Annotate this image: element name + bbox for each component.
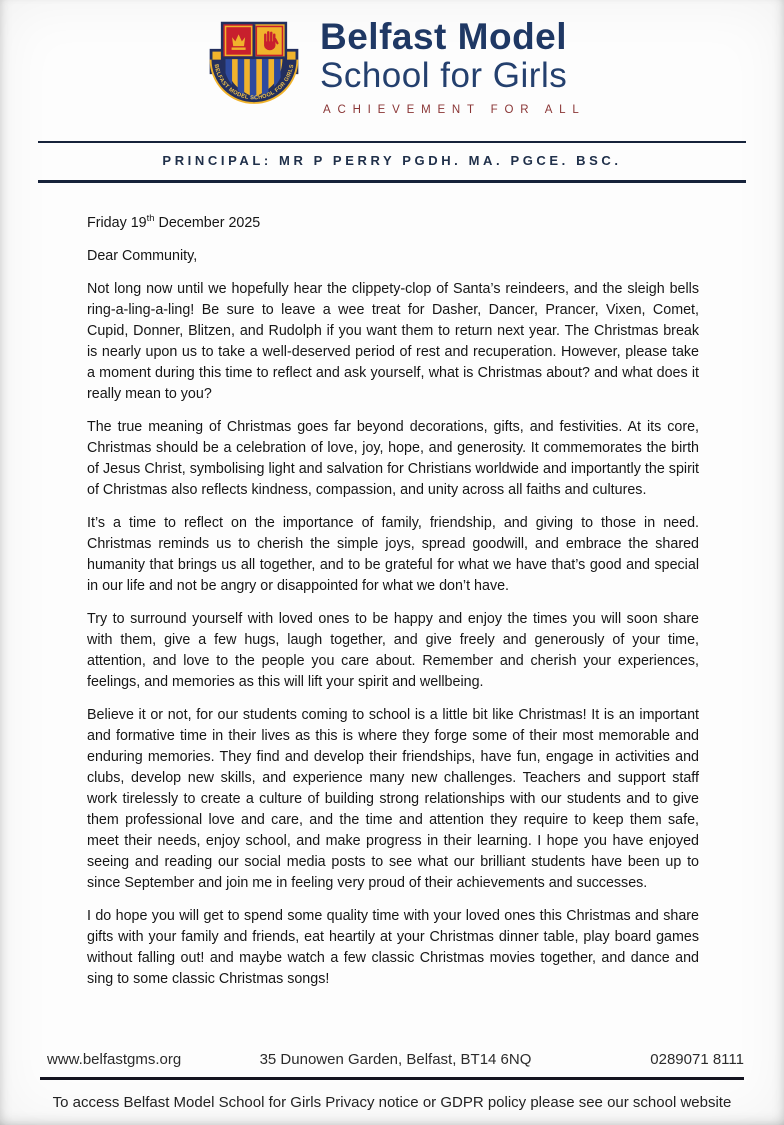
principal-text: PRINCIPAL: MR P PERRY PGDH. MA. PGCE. BSC. xyxy=(162,153,622,168)
letterhead xyxy=(0,0,784,183)
paragraph-1: Not long now until we hopefully hear the clippety-clop of Santa’s reindeers, and the sleigh bells ring-a-ling-a-ling! Be sure to leave a wee treat for Dasher, Dancer, Prancer, Vixen, Comet, Cupid, Donner, Blitzen, and Rudolph if you want them to return next year. The Christmas break is nearly upon us to take a well-deserved period of rest and recuperation. However, please take a moment during this time to reflect and ask yourself, what is Christmas about? and what does it really mean to you? xyxy=(87,281,699,402)
logo-row xyxy=(0,0,784,126)
paragraph-6: I do hope you will get to spend some quality time with your loved ones this Christmas and share gifts with your family and friends, eat heartily at your Christmas dinner table, play board games without falling out! and maybe watch a few classic Christmas movies together, and dance and sing to some classic Christmas songs! xyxy=(87,908,699,987)
date-suffix: December 2025 xyxy=(154,215,261,231)
salutation: Dear Community, xyxy=(87,248,198,264)
school-name-line2: School for Girls xyxy=(320,55,568,95)
paragraph-5: Believe it or not, for our students coming to school is a little bit like Christmas! It is an important and formative time in their lives as this is where they forge some of their most memorable and enduring memories. They find and develop their friendships, have fun, engage in activities and clubs, develop new skills, and experience many new challenges. Teachers and support staff work tirelessly to create a culture of building strong relationships with our students and to give them professional love and care, and the time and attention they require to keep them safe, meet their needs, enjoy school, and make progress in their learning. I hope you have enjoyed seeing and reading our social media posts to see what our brilliant students have been up to since September and join me in feeling very proud of their achievements and successes. xyxy=(87,707,699,891)
paragraph-3: It’s a time to reflect on the importance of family, friendship, and giving to those in need. Christmas reminds us to cherish the simple joys, spread goodwill, and embrace the shared humanity that brings us all together, and to be grateful for what we have that’s good and special in our life and not be angry or disappointed for what we don’t have. xyxy=(87,515,699,594)
page-footer xyxy=(0,1051,784,1111)
school-crest-icon xyxy=(198,14,310,122)
paragraph-4: Try to surround yourself with loved ones to be happy and enjoy the times you will soon share with them, give a few hugs, laugh together, and give freely and generously of your time, attention, and love to the people you care about. Remember and cherish your experiences, feelings, and memories as this will lift your spirit and wellbeing. xyxy=(87,611,699,690)
letter-date xyxy=(87,213,699,234)
date-ordinal-superscript: th xyxy=(146,213,155,225)
school-address: 35 Dunowen Garden, Belfast, BT14 6NQ xyxy=(259,1051,532,1068)
school-phone: 0289071 8111 xyxy=(650,1051,744,1068)
school-website: www.belfastgms.org xyxy=(47,1051,182,1068)
school-title-block xyxy=(320,14,586,116)
contact-row xyxy=(0,1051,784,1068)
footer-divider xyxy=(40,1077,744,1080)
date-prefix: Friday 19 xyxy=(87,215,147,231)
paragraph-2: The true meaning of Christmas goes far beyond decorations, gifts, and festivities. At its core, Christmas should be a celebration of love, joy, hope, and generosity. It commemorates the birth of Jesus Christ, symbolising light and salvation for Christians worldwide and importantly the spirit of Christmas also reflects kindness, compassion, and unity across all faiths and cultures. xyxy=(87,419,699,498)
letter-body xyxy=(87,213,699,990)
principal-bar xyxy=(38,141,746,183)
school-name-line1: Belfast Model xyxy=(320,16,568,57)
crest-banner-text: BELFAST MODEL SCHOOL FOR GIRLS xyxy=(212,63,296,102)
school-tagline: ACHIEVEMENT FOR ALL xyxy=(323,103,586,116)
privacy-note: To access Belfast Model School for Girls Privacy notice or GDPR policy please see our school website xyxy=(52,1094,732,1111)
